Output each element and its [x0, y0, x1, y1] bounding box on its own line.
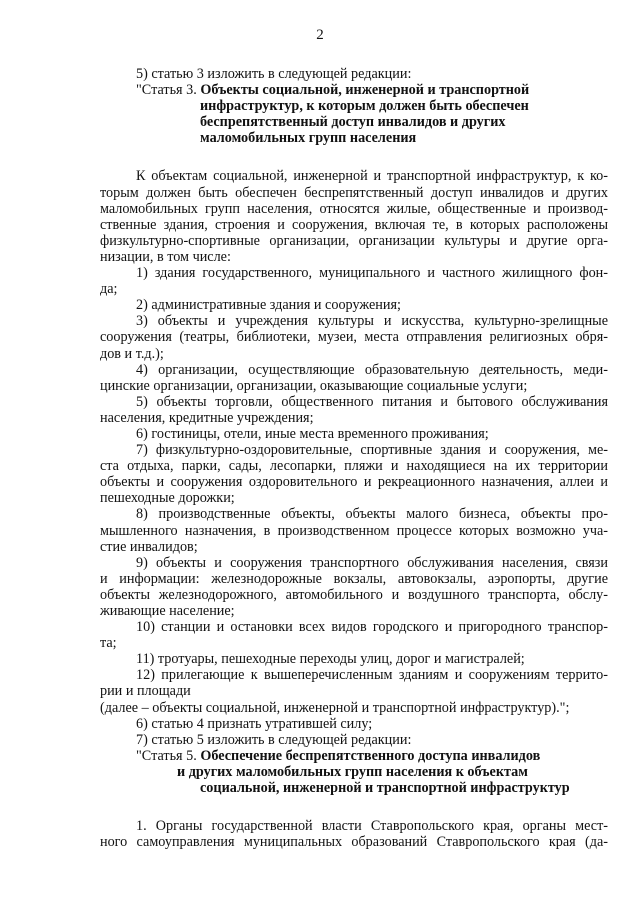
- list-item-9: 9) объекты и сооружения транспортного обслуживания населения, связи: [136, 554, 608, 571]
- text-line: объекты и сооружения оздоровительного и рекреационного назначения, аллеи и: [100, 474, 608, 491]
- page-number: 2: [316, 27, 324, 43]
- list-item-2: 2) административные здания и сооружения;: [136, 297, 401, 314]
- article-5-heading: [100, 748, 608, 764]
- text-line: 1. Органы государственной власти Ставропольского края, органы мест-: [136, 818, 608, 835]
- article-3-heading-line: инфраструктур, к которым должен быть обеспечен: [200, 98, 529, 115]
- text-line: 6) статью 4 признать утратившей силу;: [136, 715, 373, 732]
- text-line: пешеходные дорожки;: [100, 490, 235, 507]
- article-5-heading-line: и других маломобильных групп населения к объектам: [177, 763, 528, 780]
- article-5-heading-line: социальной, инженерной и транспортной инфраструктур: [200, 780, 570, 797]
- list-item-11: 11) тротуары, пешеходные переходы улиц, дорог и магистралей;: [136, 651, 525, 668]
- text-line: (далее – объекты социальной, инженерной и транспортной инфраструктур).";: [100, 699, 570, 716]
- text-line: и информации: железнодорожные вокзалы, автовокзалы, аэропорты, другие: [100, 570, 608, 587]
- article-3-heading-line: беспрепятственный доступ инвалидов и других: [200, 114, 506, 131]
- text-line: дов и т.д.);: [100, 345, 164, 362]
- text-line: да;: [100, 281, 118, 298]
- article-3-heading-text: "Статья 3. Объекты социальной, инженерной и транспортной: [136, 82, 530, 99]
- text-line: К объектам социальной, инженерной и транспортной инфраструктур, к ко-: [136, 168, 608, 185]
- document-body: [100, 66, 608, 850]
- text-line: низации, в том числе:: [100, 248, 231, 265]
- text-line: рии и площади: [100, 683, 191, 700]
- text-line: объекты железнодорожного, автомобильного и воздушного транспорта, обслу-: [100, 586, 608, 603]
- text-line: ного самоуправления муниципальных образований Ставропольского края (да-: [100, 834, 608, 851]
- text-line: маломобильных групп населения, относятся жилые, общественные и производ-: [100, 200, 608, 217]
- text-line: физкультурно-спортивные организации, организации культуры и другие орга-: [100, 232, 608, 249]
- text-line: торым должен быть обеспечен беспрепятственный доступ инвалидов и других: [100, 184, 608, 201]
- list-item-5: 5) объекты торговли, общественного питания и бытового обслуживания: [136, 393, 608, 410]
- list-item-3: 3) объекты и учреждения культуры и искусства, культурно-зрелищные: [136, 313, 608, 330]
- article-3-heading-line: маломобильных групп населения: [200, 130, 417, 147]
- article-5-heading-text: "Статья 5. Обеспечение беспрепятственного доступа инвалидов: [136, 747, 541, 764]
- text-line: мышленного назначения, в производственном процессе которых возможно уча-: [100, 522, 608, 539]
- text-line: 7) статью 5 изложить в следующей редакции:: [136, 731, 412, 748]
- text-line: цинские организации, организации, оказывающие социальные услуги;: [100, 377, 528, 394]
- text-line: стие инвалидов;: [100, 538, 198, 555]
- text-line: та;: [100, 635, 117, 652]
- list-item-6: 6) гостиницы, отели, иные места временного проживания;: [136, 425, 489, 442]
- list-item-4: 4) организации, осуществляющие образовательную деятельность, меди-: [136, 361, 608, 378]
- list-item-7: 7) физкультурно-оздоровительные, спортивные здания и сооружения, ме-: [136, 442, 608, 459]
- list-item-12: 12) прилегающие к вышеперечисленным зданиям и сооружениям террито-: [136, 667, 608, 684]
- text-line: 5) статью 3 изложить в следующей редакции:: [136, 66, 412, 82]
- list-item-1: 1) здания государственного, муниципального и частного жилищного фон-: [136, 265, 608, 282]
- text-line: ственные здания, строения и сооружения, включая те, в которых расположены: [100, 216, 608, 233]
- list-item-8: 8) производственные объекты, объекты малого бизнеса, объекты про-: [136, 506, 608, 523]
- text-line: сооружения (театры, библиотеки, музеи, места отправления религиозных обря-: [100, 329, 608, 346]
- text-line: населения, кредитные учреждения;: [100, 409, 314, 426]
- list-item-10: 10) станции и остановки всех видов городского и пригородного транспор-: [136, 619, 608, 636]
- article-3-heading: [100, 82, 608, 98]
- text-line: живающие население;: [100, 603, 235, 619]
- text-line: ста отдыха, парки, сады, лесопарки, пляжи и находящиеся на их территории: [100, 458, 608, 475]
